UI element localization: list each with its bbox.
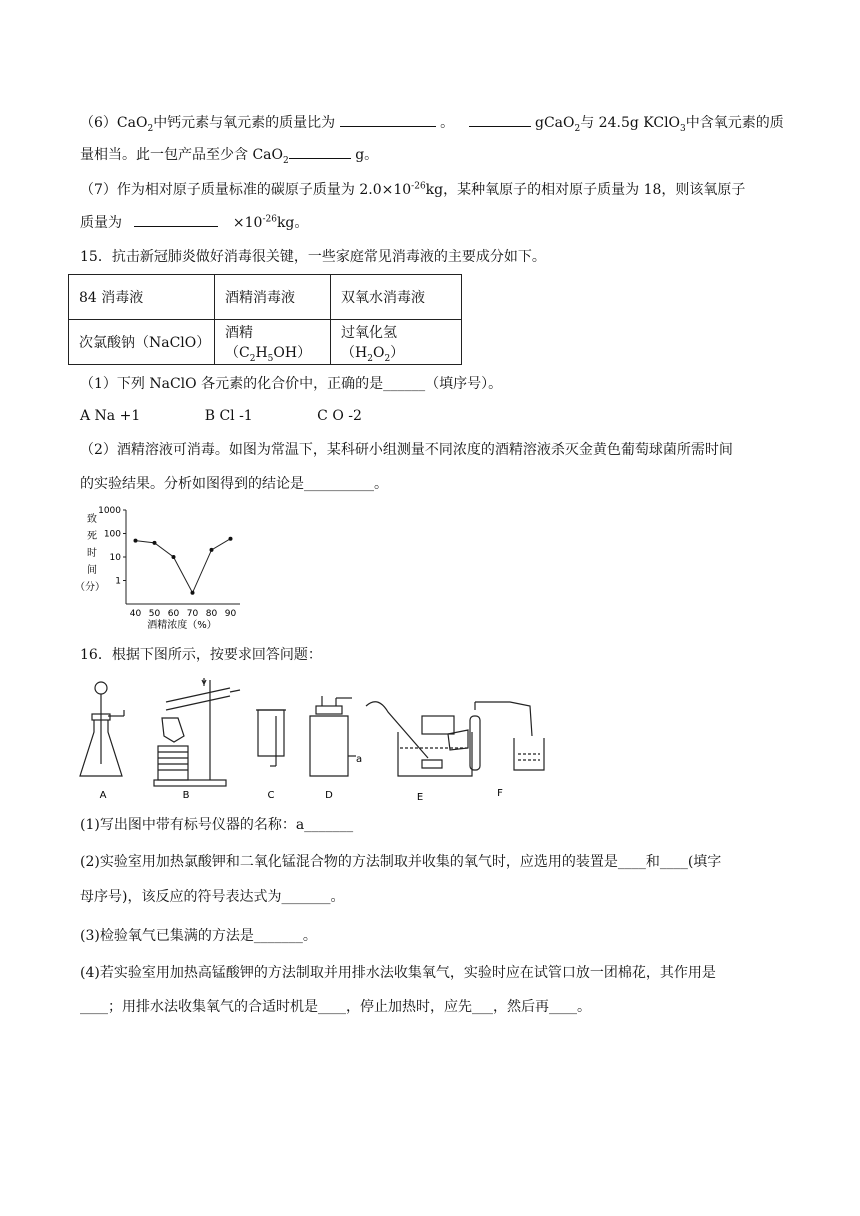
option-b[interactable]: B Cl -1 <box>204 408 253 424</box>
y-tick-label: 1000 <box>98 506 121 516</box>
apparatus-label-e: E <box>416 792 424 803</box>
apparatus-a-flask <box>80 682 124 776</box>
y-axis-label-char: 间 <box>87 565 97 576</box>
blank[interactable] <box>340 112 436 127</box>
y-axis-label-char: （分） <box>75 582 105 593</box>
data-point <box>172 555 176 559</box>
apparatus-d-bottle <box>310 696 356 776</box>
apparatus-b-heating <box>154 678 240 786</box>
data-point <box>191 591 195 595</box>
y-tick-label: 10 <box>109 553 121 563</box>
q6-line2: 量相当。此一包产品至少含 CaO$_2$ g。 <box>80 144 378 165</box>
x-axis-label: 酒精浓度（%） <box>147 620 217 631</box>
q16-part2-line1: (2)实验室用加热氯酸钾和二氧化锰混合物的方法制取并收集的氧气时，应选用的装置是____和____(填字 <box>80 854 722 870</box>
q16-part4-line2: ____；用排水法收集氧气的合适时机是____，停止加热时，应先___，然后再____。 <box>80 999 591 1015</box>
x-tick-labels <box>130 609 237 619</box>
table-cell: 双氧水消毒液 <box>331 275 462 320</box>
blank[interactable] <box>469 112 531 127</box>
apparatus-e-water-trough <box>366 702 472 776</box>
data-point <box>153 541 157 545</box>
q15-part2-line2: 的实验结果。分析如图得到的结论是__________。 <box>80 476 388 492</box>
data-point <box>229 537 233 541</box>
x-tick-label: 90 <box>224 609 237 619</box>
apparatus-f-airtightness <box>448 702 544 770</box>
table-cell: 过氧化氢$(H_2O_2)$ <box>331 320 462 365</box>
q15-options <box>80 406 362 426</box>
series-line <box>136 539 231 593</box>
disinfectant-table <box>68 274 462 365</box>
table-cell: 84 消毒液 <box>69 275 215 320</box>
x-tick-label: 60 <box>167 609 180 619</box>
blank[interactable] <box>289 144 351 159</box>
q15-part1: （1）下列 NaClO 各元素的化合价中，正确的是______（填序号）。 <box>80 376 503 392</box>
x-tick-label: 40 <box>129 609 142 619</box>
alcohol-kill-time-chart <box>70 500 250 640</box>
y-axis-label-char: 致 <box>87 514 97 525</box>
q15-part2-line1: （2）酒精溶液可消毒。如图为常温下，某科研小组测量不同浓度的酒精溶液杀灭金黄色葡萄球菌所需时间 <box>80 442 733 458</box>
q7-line1: （7）作为相对原子质量标准的碳原子质量为 $2.0\times 10^{-26}kg$，某种氧原子的相对原子质量为 18，则该氧原子 <box>80 181 746 198</box>
y-tick-labels <box>98 506 126 587</box>
apparatus-label-f: F <box>497 788 503 799</box>
apparatus-label-a: A <box>99 790 107 801</box>
q6-line1: （6）CaO$_2$中钙元素与氧元素的质量比为 。 gCaO$_2$与 24.5g KClO$_3$中含氧元素的质 <box>80 112 784 133</box>
lab-apparatus-figure <box>70 676 570 806</box>
y-tick-label: 1 <box>115 576 121 587</box>
apparatus-label-d: D <box>325 790 333 801</box>
apparatus-c-bottle <box>256 710 286 766</box>
apparatus-label-c: C <box>267 790 275 801</box>
q7-line2: 质量为 $\times 10^{-26}kg$。 <box>80 212 308 233</box>
table-cell: 次氯酸钠（NaClO） <box>69 320 215 365</box>
x-tick-label: 80 <box>205 609 218 619</box>
q16-stem: 16．根据下图所示，按要求回答问题： <box>80 647 322 663</box>
data-point <box>134 539 138 543</box>
option-c[interactable]: C O -2 <box>317 408 362 424</box>
apparatus-labels <box>100 788 504 803</box>
apparatus-d-label-a: a <box>356 754 363 765</box>
x-tick-label: 50 <box>148 609 161 619</box>
y-axis-label <box>75 512 105 593</box>
table-cell: 酒精$(C_2H_5OH)$ <box>215 320 331 365</box>
table-cell: 酒精消毒液 <box>215 275 331 320</box>
data-points <box>134 537 233 595</box>
y-axis-label-char: 死 <box>87 531 97 542</box>
q16-part2-line2: 母序号)，该反应的符号表达式为_______。 <box>80 889 345 905</box>
x-tick-label: 70 <box>186 609 199 619</box>
q16-part4-line1: (4)若实验室用加热高锰酸钾的方法制取并用排水法收集氧气，实验时应在试管口放一团棉花，其作用是 <box>80 965 716 981</box>
option-a[interactable]: A Na +1 <box>80 408 141 424</box>
q16-part3: (3)检验氧气已集满的方法是_______。 <box>80 928 317 944</box>
apparatus-label-b: B <box>182 790 190 801</box>
blank[interactable] <box>134 212 218 227</box>
y-axis-label-char: 时 <box>87 548 97 559</box>
q15-stem: 15．抗击新冠肺炎做好消毒很关键，一些家庭常见消毒液的主要成分如下。 <box>80 249 546 265</box>
data-point <box>210 548 214 552</box>
y-tick-label: 100 <box>103 529 121 540</box>
q16-part1: (1)写出图中带有标号仪器的名称：a_______ <box>80 817 354 833</box>
